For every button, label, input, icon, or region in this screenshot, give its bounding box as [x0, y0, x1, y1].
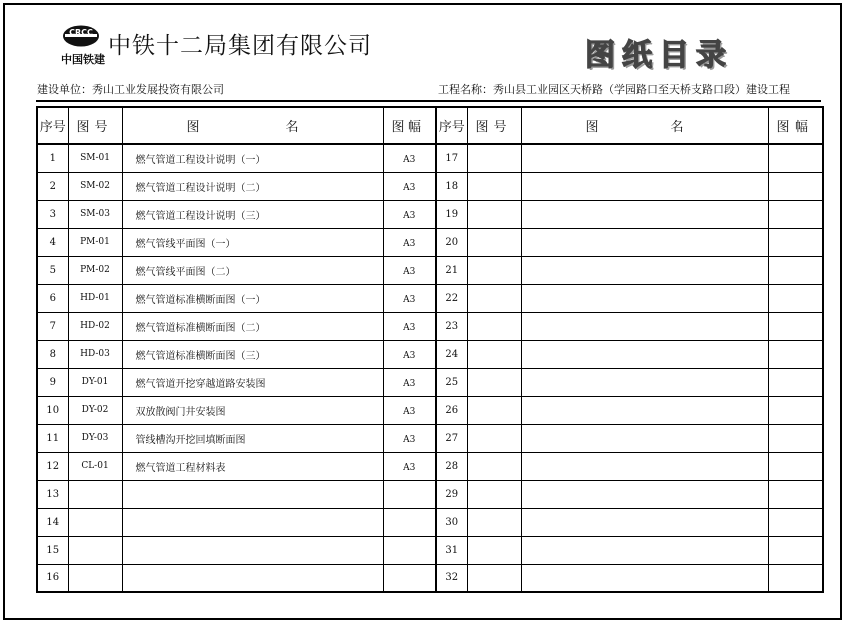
company-name: 中铁十二局集团有限公司: [108, 33, 372, 59]
row-number: 4: [37, 228, 68, 256]
drawing-code: [467, 256, 521, 284]
drawing-code: PM-01: [68, 228, 122, 256]
drawing-name: [521, 284, 768, 312]
sheet-size: [768, 284, 823, 312]
drawing-name: 燃气管道标准横断面图（二）: [122, 312, 383, 340]
drawing-code: [68, 480, 122, 508]
drawing-name: [521, 228, 768, 256]
table-row: [37, 424, 436, 452]
drawing-name: [521, 508, 768, 536]
sheet-size: A3: [383, 452, 436, 480]
table-row: [436, 312, 823, 340]
drawing-name: 燃气管道开挖穿越道路安装图: [122, 368, 383, 396]
row-number: 12: [37, 452, 68, 480]
sheet-size: [768, 340, 823, 368]
drawing-name: [122, 480, 383, 508]
drawing-code: [467, 480, 521, 508]
drawing-name: [521, 172, 768, 200]
row-number: 3: [37, 200, 68, 228]
drawing-name: 燃气管道工程设计说明（二）: [122, 172, 383, 200]
drawing-name: [521, 480, 768, 508]
drawing-name: 燃气管道标准横断面图（三）: [122, 340, 383, 368]
row-number: 17: [436, 144, 467, 172]
row-number: 11: [37, 424, 68, 452]
table-row: [37, 228, 436, 256]
drawing-code: SM-02: [68, 172, 122, 200]
sheet-size: [768, 536, 823, 564]
sheet-size: [768, 564, 823, 592]
row-number: 29: [436, 480, 467, 508]
drawing-name: [521, 144, 768, 172]
row-number: 26: [436, 396, 467, 424]
drawing-name: 燃气管道工程设计说明（一）: [122, 144, 383, 172]
sheet-size: A3: [383, 256, 436, 284]
header-rule: [36, 100, 821, 102]
sheet-size: [768, 312, 823, 340]
col-size-header: 图 幅: [768, 107, 823, 144]
table-row: [436, 144, 823, 172]
drawing-code: PM-02: [68, 256, 122, 284]
drawing-code: [467, 312, 521, 340]
col-code-header: 图 号: [68, 107, 122, 144]
drawing-code: [467, 144, 521, 172]
drawing-name: 燃气管线平面图（一）: [122, 228, 383, 256]
table-row: [436, 368, 823, 396]
drawing-code: [467, 536, 521, 564]
col-no-header: 序号: [37, 107, 68, 144]
row-number: 27: [436, 424, 467, 452]
drawing-name: [122, 564, 383, 592]
drawing-name: [122, 536, 383, 564]
table-row: [37, 340, 436, 368]
table-row: [436, 172, 823, 200]
col-code-header: 图 号: [467, 107, 521, 144]
drawing-code: [68, 508, 122, 536]
drawing-code: HD-01: [68, 284, 122, 312]
drawing-code: [68, 536, 122, 564]
sheet-size: A3: [383, 340, 436, 368]
sheet-size: A3: [383, 200, 436, 228]
table-row: [37, 172, 436, 200]
drawing-name: [521, 256, 768, 284]
drawing-name: [521, 536, 768, 564]
company-logo: [61, 24, 101, 48]
sheet-size: [383, 508, 436, 536]
sheet-size: A3: [383, 144, 436, 172]
table-row: [37, 480, 436, 508]
row-number: 5: [37, 256, 68, 284]
row-number: 23: [436, 312, 467, 340]
sheet-size: A3: [383, 368, 436, 396]
table-row: [37, 284, 436, 312]
col-size-header: 图 幅: [383, 107, 436, 144]
table-row: [436, 508, 823, 536]
sheet-size: A3: [383, 312, 436, 340]
row-number: 7: [37, 312, 68, 340]
drawing-name: 燃气管道工程材料表: [122, 452, 383, 480]
row-number: 25: [436, 368, 467, 396]
drawing-code: SM-03: [68, 200, 122, 228]
drawing-code: [467, 424, 521, 452]
row-number: 20: [436, 228, 467, 256]
drawing-index-right: [435, 106, 824, 593]
row-number: 13: [37, 480, 68, 508]
row-number: 15: [37, 536, 68, 564]
drawing-code: [467, 396, 521, 424]
sheet-size: A3: [383, 228, 436, 256]
table-row: [436, 200, 823, 228]
drawing-code: [467, 564, 521, 592]
table-row: [436, 480, 823, 508]
sheet-size: [768, 396, 823, 424]
col-name-header: 图 名: [122, 107, 383, 144]
drawing-name: [521, 368, 768, 396]
sheet-size: [383, 564, 436, 592]
drawing-code: [467, 172, 521, 200]
drawing-code: [467, 340, 521, 368]
sheet-size: [383, 536, 436, 564]
row-number: 6: [37, 284, 68, 312]
sheet-size: [768, 424, 823, 452]
row-number: 19: [436, 200, 467, 228]
drawing-code: [68, 564, 122, 592]
drawing-name: [521, 564, 768, 592]
drawing-name: [521, 396, 768, 424]
row-number: 28: [436, 452, 467, 480]
col-no-header: 序号: [436, 107, 467, 144]
drawing-code: DY-03: [68, 424, 122, 452]
table-row: [436, 564, 823, 592]
table-row: [436, 340, 823, 368]
sheet-size: [768, 200, 823, 228]
drawing-code: [467, 228, 521, 256]
sheet-size: [768, 480, 823, 508]
drawing-name: [122, 508, 383, 536]
drawing-code: [467, 368, 521, 396]
sheet-size: A3: [383, 396, 436, 424]
row-number: 14: [37, 508, 68, 536]
table-row: [436, 424, 823, 452]
drawing-code: [467, 452, 521, 480]
drawing-name: [521, 452, 768, 480]
drawing-code: CL-01: [68, 452, 122, 480]
company-sub: 中国铁建: [61, 53, 105, 66]
table-row: [37, 564, 436, 592]
document-title: 图纸目录: [585, 38, 733, 73]
drawing-code: [467, 200, 521, 228]
table-row: [436, 536, 823, 564]
row-number: 9: [37, 368, 68, 396]
sheet-size: A3: [383, 172, 436, 200]
row-number: 2: [37, 172, 68, 200]
drawing-name: [521, 200, 768, 228]
drawing-code: DY-02: [68, 396, 122, 424]
drawing-name: 双放散阀门井安装图: [122, 396, 383, 424]
row-number: 8: [37, 340, 68, 368]
sheet-size: A3: [383, 424, 436, 452]
row-number: 30: [436, 508, 467, 536]
drawing-name: [521, 312, 768, 340]
sheet-size: A3: [383, 284, 436, 312]
table-row: [436, 396, 823, 424]
logo-text: CRCC: [69, 28, 93, 37]
sheet-size: [768, 228, 823, 256]
sheet-size: [768, 368, 823, 396]
project-line: 工程名称：秀山县工业园区天桥路（学园路口至天桥支路口段）建设工程: [438, 83, 790, 96]
client-line: 建设单位：秀山工业发展投资有限公司: [37, 83, 224, 96]
table-row: [37, 368, 436, 396]
sheet-size: [768, 144, 823, 172]
table-row: [436, 228, 823, 256]
row-number: 22: [436, 284, 467, 312]
drawing-code: HD-03: [68, 340, 122, 368]
drawing-name: 燃气管线平面图（二）: [122, 256, 383, 284]
drawing-code: SM-01: [68, 144, 122, 172]
drawing-name: [521, 340, 768, 368]
table-row: [436, 284, 823, 312]
row-number: 18: [436, 172, 467, 200]
table-row: [37, 312, 436, 340]
row-number: 31: [436, 536, 467, 564]
row-number: 24: [436, 340, 467, 368]
drawing-code: HD-02: [68, 312, 122, 340]
table-row: [436, 452, 823, 480]
sheet-size: [383, 480, 436, 508]
table-row: [37, 508, 436, 536]
table-row: [436, 256, 823, 284]
col-name-header: 图 名: [521, 107, 768, 144]
table-row: [37, 144, 436, 172]
drawing-index-left: [36, 106, 437, 593]
drawing-name: 燃气管道工程设计说明（三）: [122, 200, 383, 228]
sheet-size: [768, 452, 823, 480]
drawing-code: DY-01: [68, 368, 122, 396]
table-row: [37, 200, 436, 228]
row-number: 21: [436, 256, 467, 284]
drawing-code: [467, 508, 521, 536]
table-row: [37, 396, 436, 424]
table-row: [37, 256, 436, 284]
row-number: 10: [37, 396, 68, 424]
sheet-size: [768, 172, 823, 200]
sheet-size: [768, 508, 823, 536]
table-row: [37, 452, 436, 480]
sheet-size: [768, 256, 823, 284]
row-number: 16: [37, 564, 68, 592]
drawing-name: 管线槽沟开挖回填断面图: [122, 424, 383, 452]
row-number: 1: [37, 144, 68, 172]
drawing-name: [521, 424, 768, 452]
table-row: [37, 536, 436, 564]
drawing-code: [467, 284, 521, 312]
drawing-name: 燃气管道标准横断面图（一）: [122, 284, 383, 312]
row-number: 32: [436, 564, 467, 592]
